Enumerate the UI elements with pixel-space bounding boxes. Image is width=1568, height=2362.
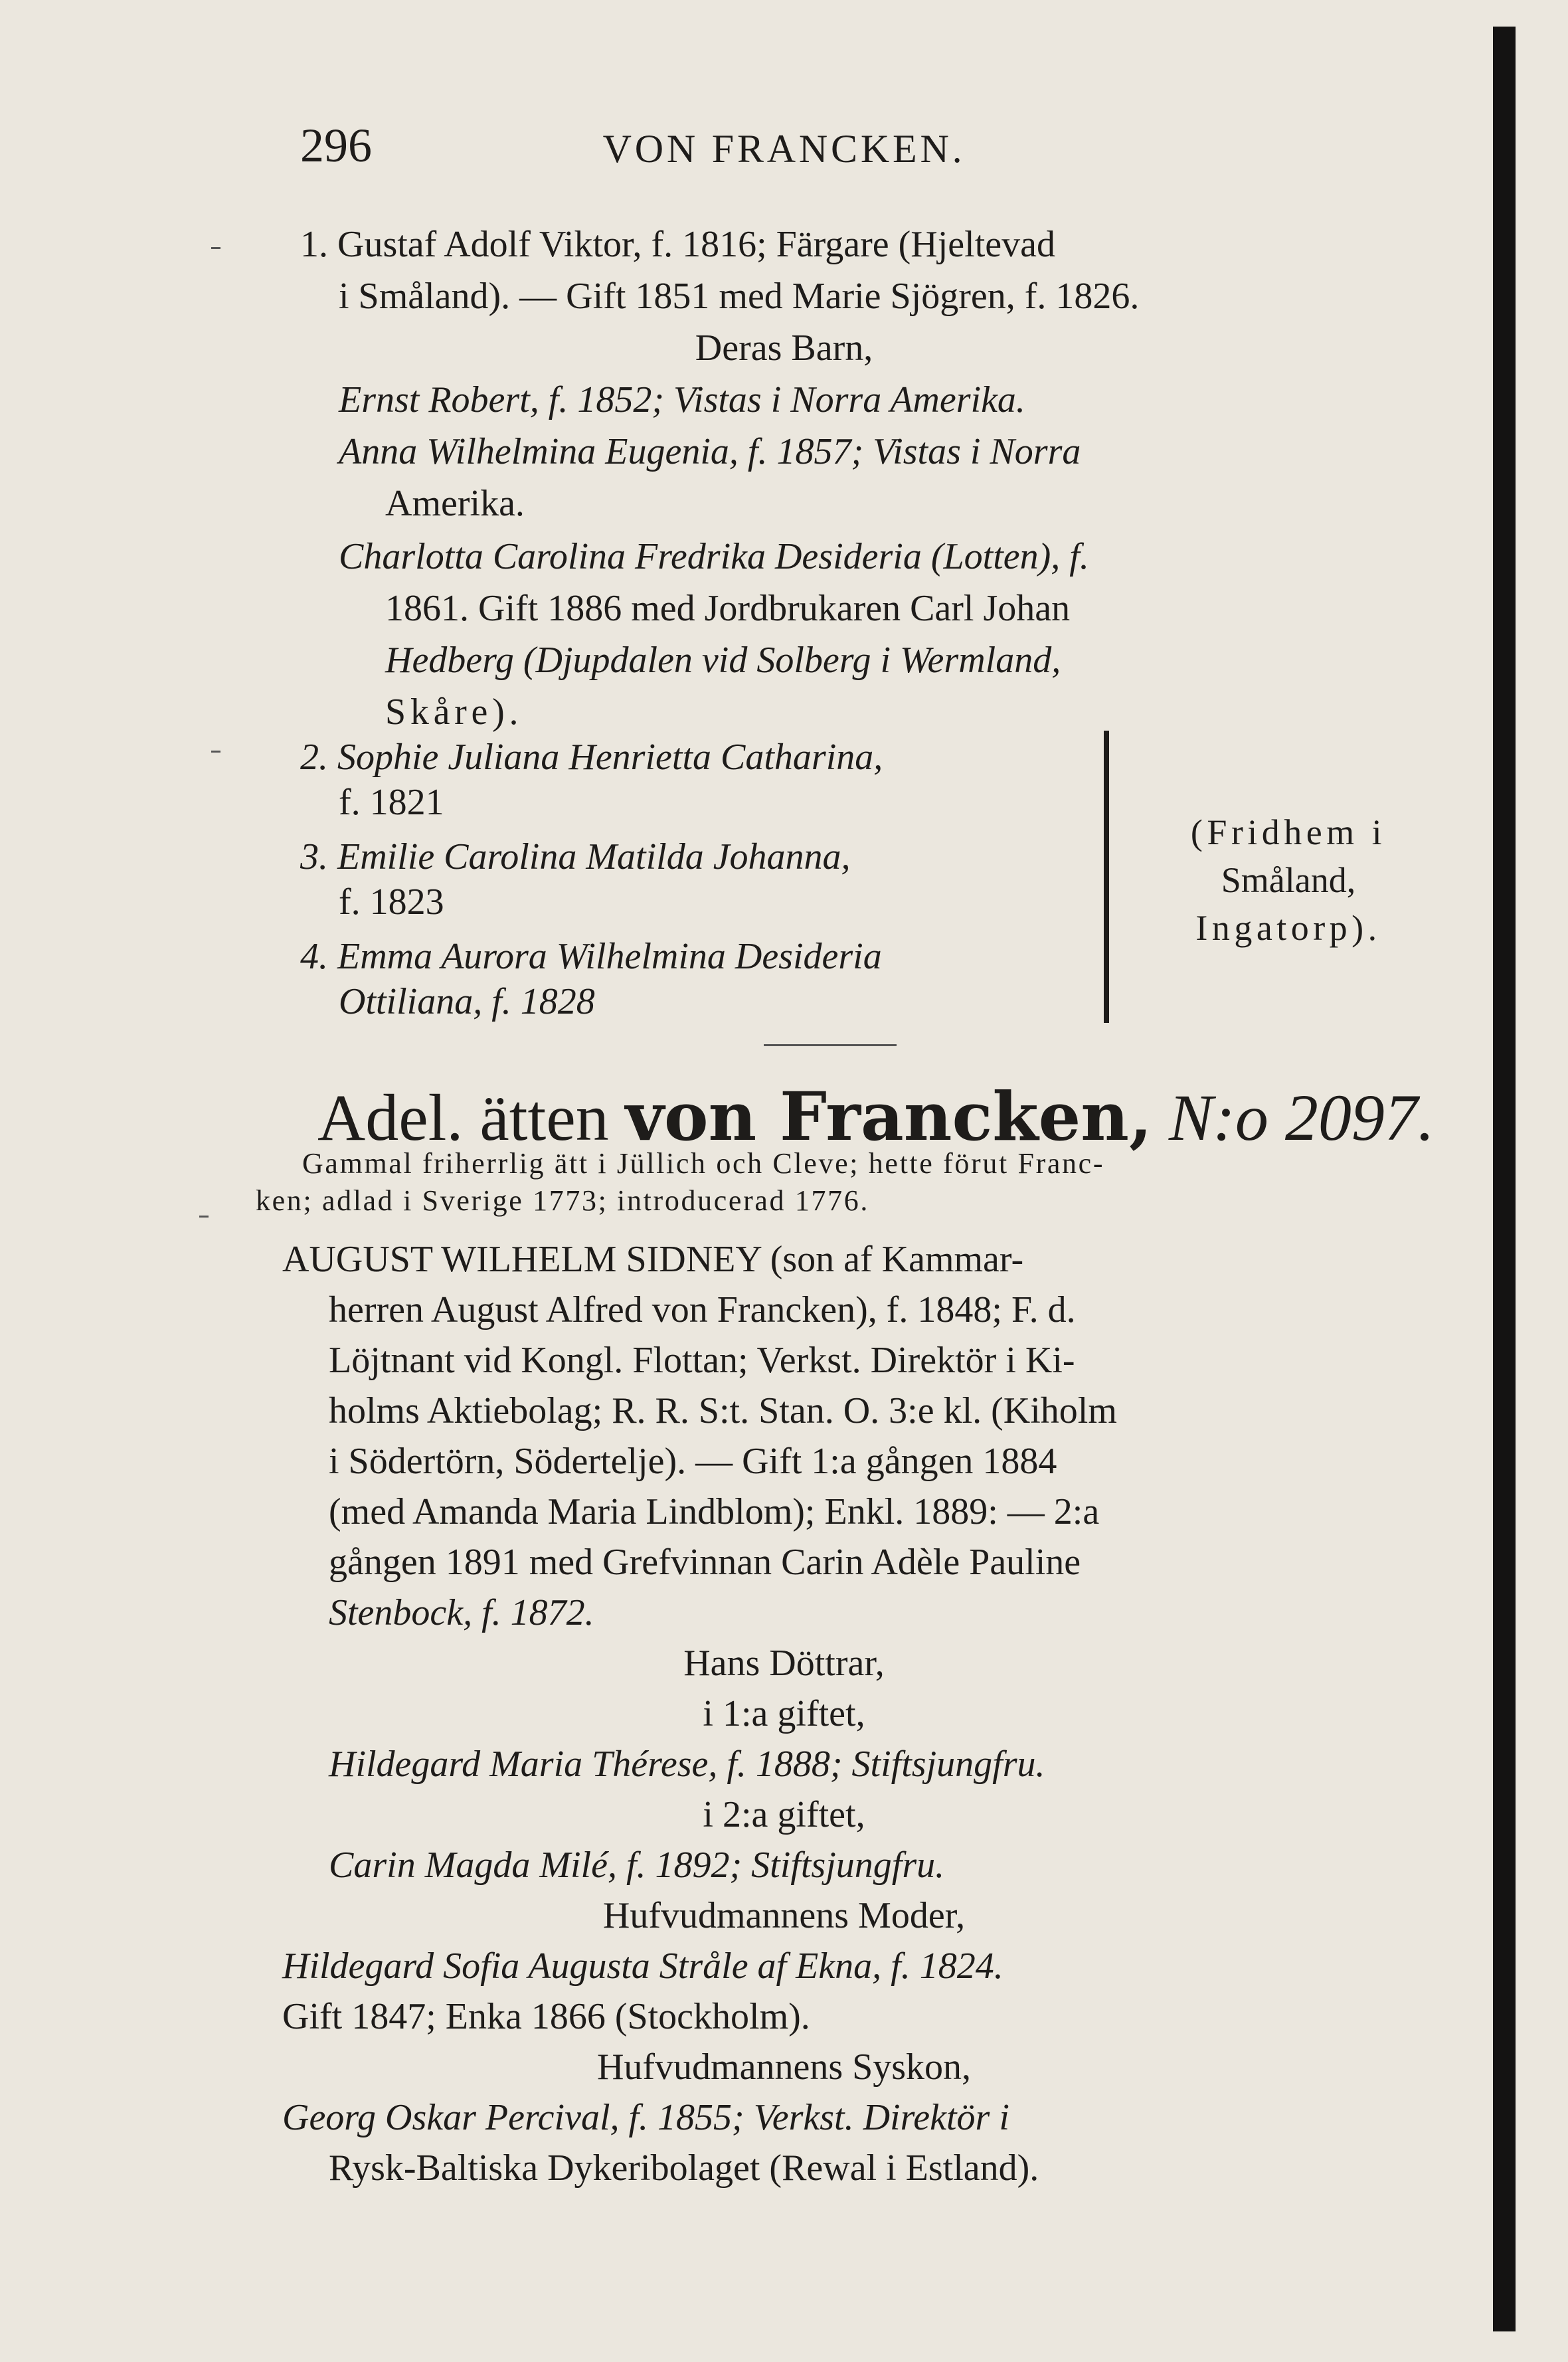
entry1-line9: Hedberg (Djupdalen vid Solberg i Wermland, [385, 640, 1061, 681]
daughter1: Hildegard Maria Thérese, f. 1888; Stiftsjungfru. [329, 1744, 1045, 1785]
entry1-line1: 1. Gustaf Adolf Viktor, f. 1816; Färgare (Hjeltevad [300, 224, 1055, 265]
august-line6: (med Amanda Maria Lindblom); Enkl. 1889: — 2:a [329, 1491, 1100, 1532]
august-line5: i Södertörn, Södertelje). — Gift 1:a gången 1884 [329, 1441, 1057, 1482]
sister4-name: 4. Emma Aurora Wilhelmina Desideria [300, 936, 882, 977]
august-line8: Stenbock, f. 1872. [329, 1592, 594, 1633]
entry1-line2: i Småland). — Gift 1851 med Marie Sjögren, f. 1826. [339, 276, 1140, 317]
daughters-heading: Hans Döttrar, [683, 1643, 885, 1684]
entry1-line6: Amerika. [385, 483, 525, 524]
running-title: VON FRANCKEN. [602, 127, 966, 171]
august-line3: Löjtnant vid Kongl. Flottan; Verkst. Direktör i Ki- [329, 1340, 1075, 1381]
august-line2: herren August Alfred von Francken), f. 1848; F. d. [329, 1289, 1076, 1330]
second-marriage-heading: i 2:a giftet, [703, 1794, 865, 1835]
residence-line3: Ingatorp). [1195, 908, 1381, 948]
binding-shadow [1493, 27, 1516, 2331]
sister2-born: f. 1821 [339, 782, 444, 823]
august-line1: AUGUST WILHELM SIDNEY (son af Kammar- [282, 1239, 1024, 1280]
grouping-brace [1104, 731, 1109, 1023]
margin-mark [199, 1216, 209, 1218]
section-heading [317, 1077, 1435, 1156]
sister3-born: f. 1823 [339, 881, 444, 923]
sibling-line2: Rysk-Baltiska Dykeribolaget (Rewal i Estland). [329, 2147, 1039, 2189]
mother-heading: Hufvudmannens Moder, [602, 1895, 966, 1936]
residence-line2: Småland, [1221, 860, 1356, 900]
heading-number: N:o 2097. [1152, 1081, 1435, 1154]
intro-line1: Gammal friherrlig ätt i Jüllich och Cleve; hette förut Franc- [302, 1147, 1105, 1180]
august-line4: holms Aktiebolag; R. R. S:t. Stan. O. 3:e kl. (Kiholm [329, 1390, 1117, 1431]
entry1-children-heading: Deras Barn, [695, 327, 873, 369]
august-line7: gången 1891 med Grefvinnan Carin Adèle Pauline [329, 1542, 1081, 1583]
sister4-born: Ottiliana, f. 1828 [339, 981, 595, 1022]
section-divider [764, 1044, 897, 1046]
entry1-line4: Ernst Robert, f. 1852; Vistas i Norra Amerika. [339, 379, 1025, 420]
mother-line1: Hildegard Sofia Augusta Stråle af Ekna, f. 1824. [282, 1946, 1003, 1987]
siblings-heading: Hufvudmannens Syskon, [596, 2046, 972, 2088]
heading-part1: Adel. ätten [317, 1081, 626, 1154]
margin-mark [211, 247, 220, 249]
residence-line1: (Fridhem i [1190, 812, 1387, 852]
entry1-line8: 1861. Gift 1886 med Jordbrukaren Carl Johan [385, 588, 1071, 629]
first-marriage-heading: i 1:a giftet, [703, 1693, 865, 1734]
entry1-line5: Anna Wilhelmina Eugenia, f. 1857; Vistas i Norra [339, 431, 1081, 472]
margin-mark [211, 751, 220, 753]
mother-line2: Gift 1847; Enka 1866 (Stockholm). [282, 1996, 810, 2037]
sibling-line1: Georg Oskar Percival, f. 1855; Verkst. Direktör i [282, 2097, 1009, 2138]
sister3-name: 3. Emilie Carolina Matilda Johanna, [300, 836, 851, 877]
entry1-line7: Charlotta Carolina Fredrika Desideria (Lotten), f. [339, 536, 1089, 577]
daughter2: Carin Magda Milé, f. 1892; Stiftsjungfru. [329, 1845, 945, 1886]
sister2-name: 2. Sophie Juliana Henrietta Catharina, [300, 737, 883, 778]
intro-line2: ken; adlad i Sverige 1773; introducerad 1776. [256, 1184, 870, 1217]
heading-family-name: von Francken, [625, 1077, 1152, 1156]
page-number: 296 [300, 119, 372, 172]
entry1-line10: Skåre). [385, 691, 523, 733]
